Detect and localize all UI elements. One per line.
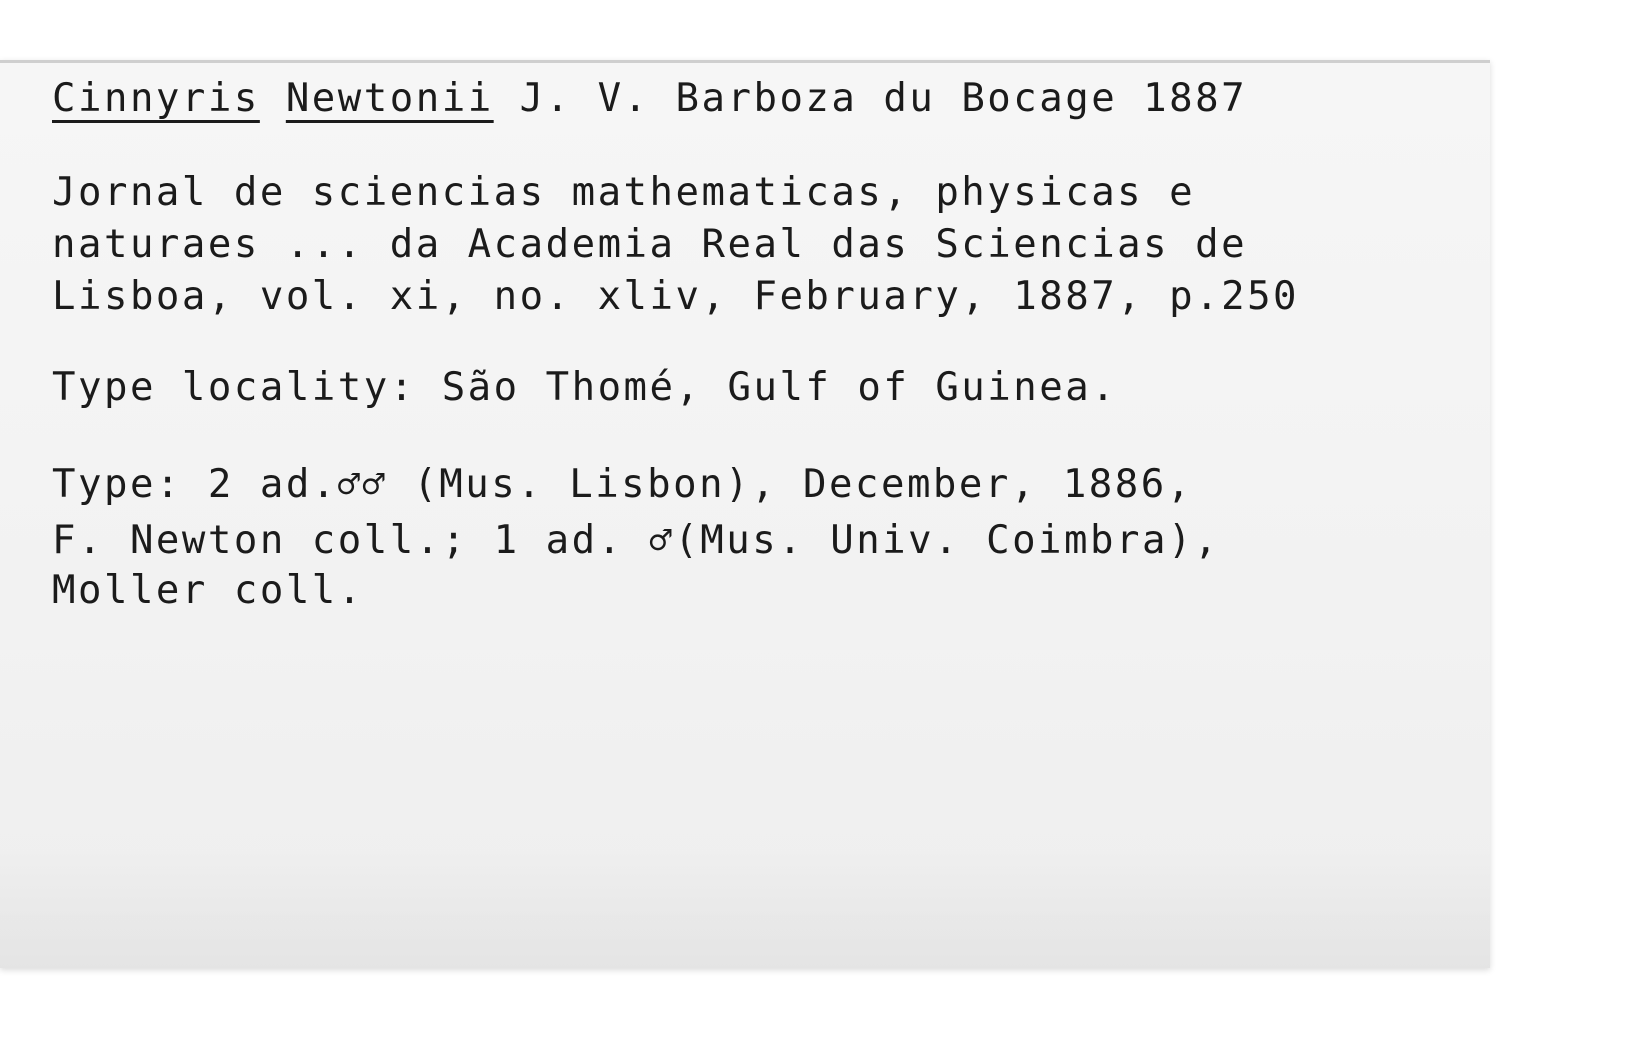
type-line-1-suffix: (Mus. Lisbon), December, 1886, (413, 462, 1193, 507)
male-symbol-pair: ♂♂ (337, 463, 388, 506)
genus-name: Cinnyris (52, 76, 260, 121)
type-line-1 (52, 462, 1193, 507)
type-line-2-prefix: F. Newton coll.; 1 ad. (52, 518, 624, 563)
type-line-1-prefix: Type: 2 ad. (52, 462, 338, 507)
citation-line-3: Lisboa, vol. xi, no. xliv, February, 1887, p.250 (52, 274, 1300, 319)
species-name: Newtonii (285, 76, 494, 121)
type-locality: Type locality: São Thomé, Gulf of Guinea. (52, 365, 1118, 410)
type-line-2 (52, 518, 1220, 563)
author-year: J. V. Barboza du Bocage 1887 (519, 76, 1248, 121)
type-line-3: Moller coll. (52, 568, 364, 613)
male-symbol: ♂ (649, 519, 675, 562)
citation-line-2: naturaes ... da Academia Real das Sciencias de (52, 222, 1248, 267)
type-line-2-suffix: (Mus. Univ. Coimbra), (674, 518, 1220, 563)
index-card (0, 60, 1490, 968)
card-heading (52, 76, 1248, 121)
citation-line-1: Jornal de sciencias mathematicas, physicas e (52, 170, 1196, 215)
